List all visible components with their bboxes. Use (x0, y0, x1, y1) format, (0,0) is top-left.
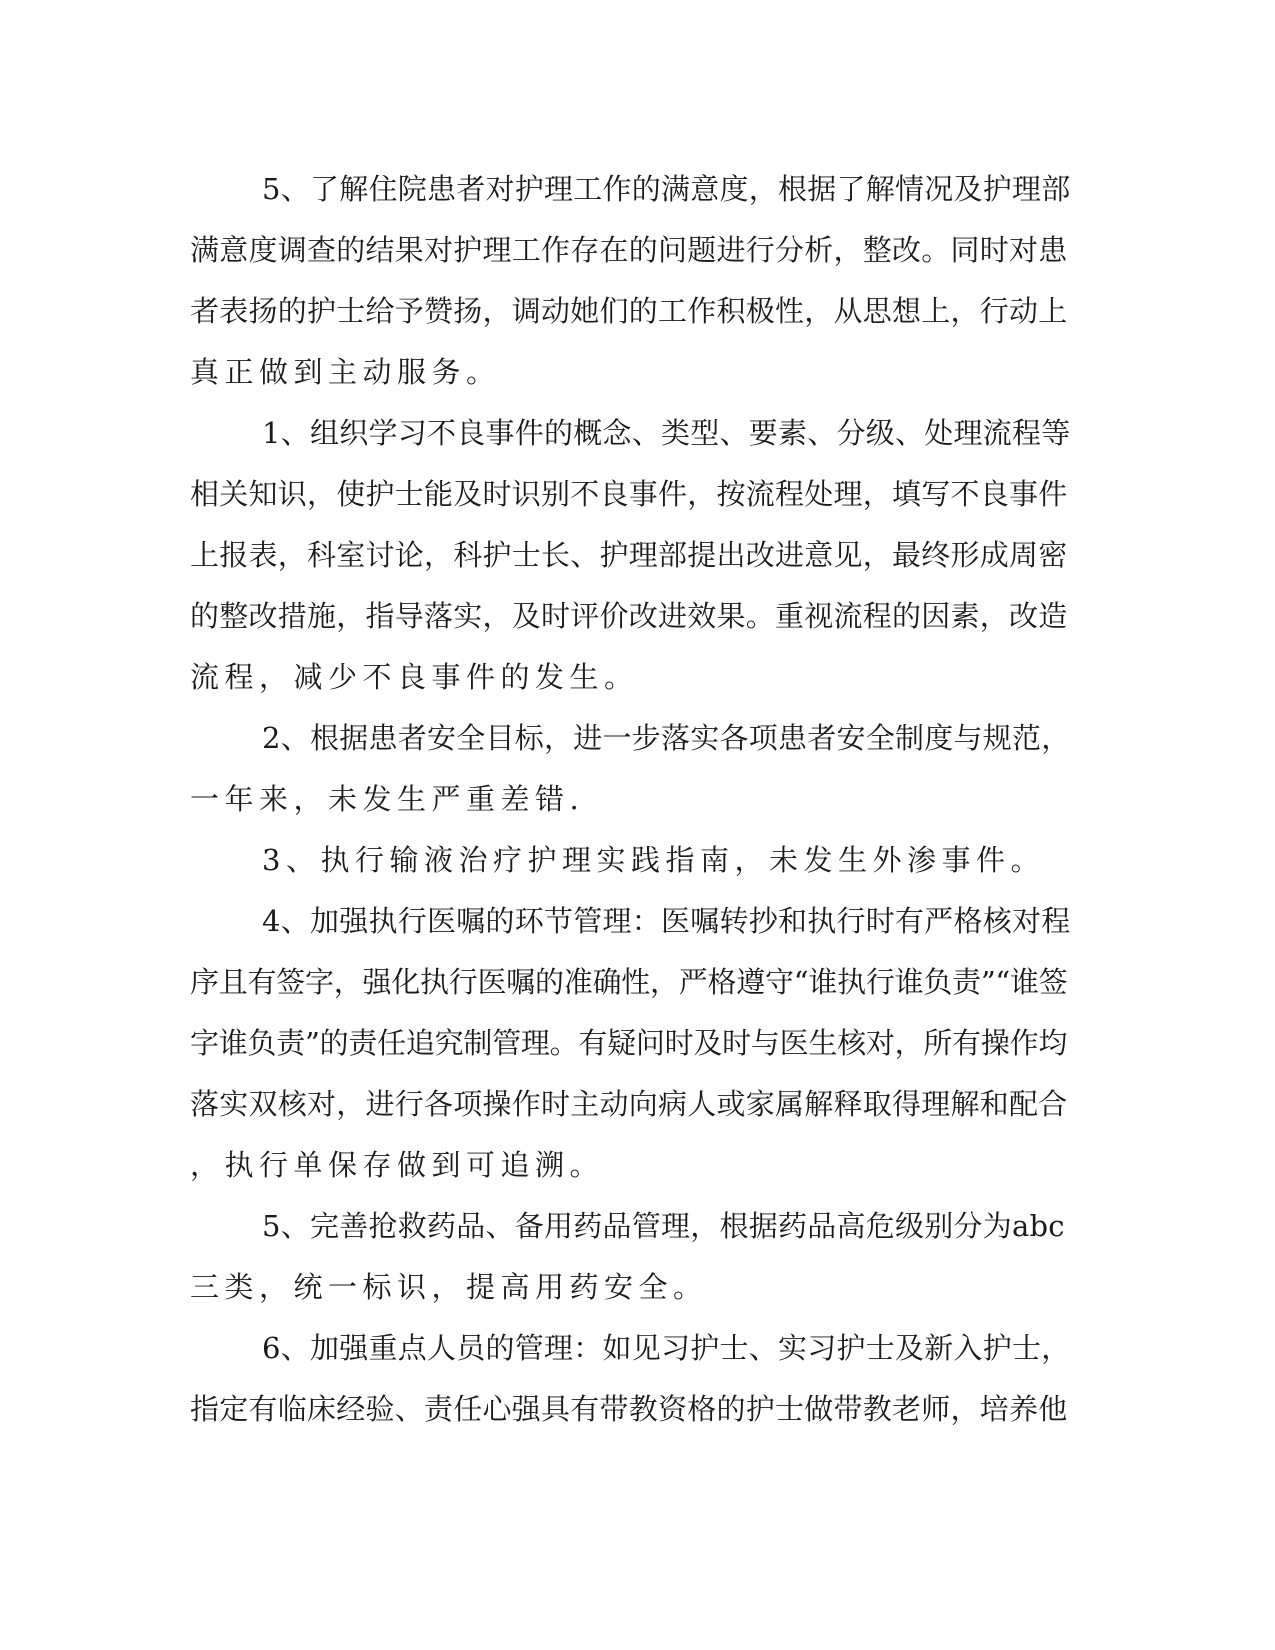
paragraph-line: 指定有临床经验、责任心强具有带教资格的护士做带教老师，培养他 (190, 1392, 1068, 1426)
paragraph-line: 4、加强执行医嘱的环节管理：医嘱转抄和执行时有严格核对程 (262, 904, 1071, 938)
paragraph-line: 一年来，未发生严重差错. (190, 782, 585, 816)
paragraph-line: 5、了解住院患者对护理工作的满意度，根据了解情况及护理部 (262, 172, 1071, 206)
paragraph-line: 3、执行输液治疗护理实践指南，未发生外渗事件。 (262, 843, 1045, 877)
paragraph-line: 流程，减少不良事件的发生。 (190, 660, 639, 694)
paragraph-line: 6、加强重点人员的管理：如见习护士、实习护士及新入护士， (262, 1331, 1071, 1365)
paragraph-line: ，执行单保存做到可追溯。 (190, 1148, 605, 1182)
paragraph-line: 满意度调查的结果对护理工作存在的问题进行分析，整改。同时对患 (190, 233, 1068, 267)
paragraph-line: 落实双核对，进行各项操作时主动向病人或家属解释取得理解和配合 (190, 1087, 1068, 1121)
paragraph-line: 1、组织学习不良事件的概念、类型、要素、分级、处理流程等 (262, 416, 1071, 450)
paragraph-line: 5、完善抢救药品、备用药品管理，根据药品高危级别分为abc (262, 1209, 1065, 1243)
paragraph-line: 相关知识，使护士能及时识别不良事件，按流程处理，填写不良事件 (190, 477, 1068, 511)
paragraph-line: 序且有签字，强化执行医嘱的准确性，严格遵守“谁执行谁负责”“谁签 (190, 965, 1068, 999)
paragraph-line: 三类，统一标识，提高用药安全。 (190, 1270, 708, 1304)
paragraph-line: 者表扬的护士给予赞扬，调动她们的工作积极性，从思想上，行动上 (190, 294, 1068, 328)
paragraph-line: 真正做到主动服务。 (190, 355, 501, 389)
paragraph-line: 的整改措施，指导落实，及时评价改进效果。重视流程的因素，改造 (190, 599, 1068, 633)
paragraph-line: 字谁负责”的责任追究制管理。有疑问时及时与医生核对，所有操作均 (190, 1026, 1068, 1060)
paragraph-line: 上报表，科室讨论，科护士长、护理部提出改进意见，最终形成周密 (190, 538, 1068, 572)
paragraph-line: 2、根据患者安全目标，进一步落实各项患者安全制度与规范， (262, 721, 1071, 755)
